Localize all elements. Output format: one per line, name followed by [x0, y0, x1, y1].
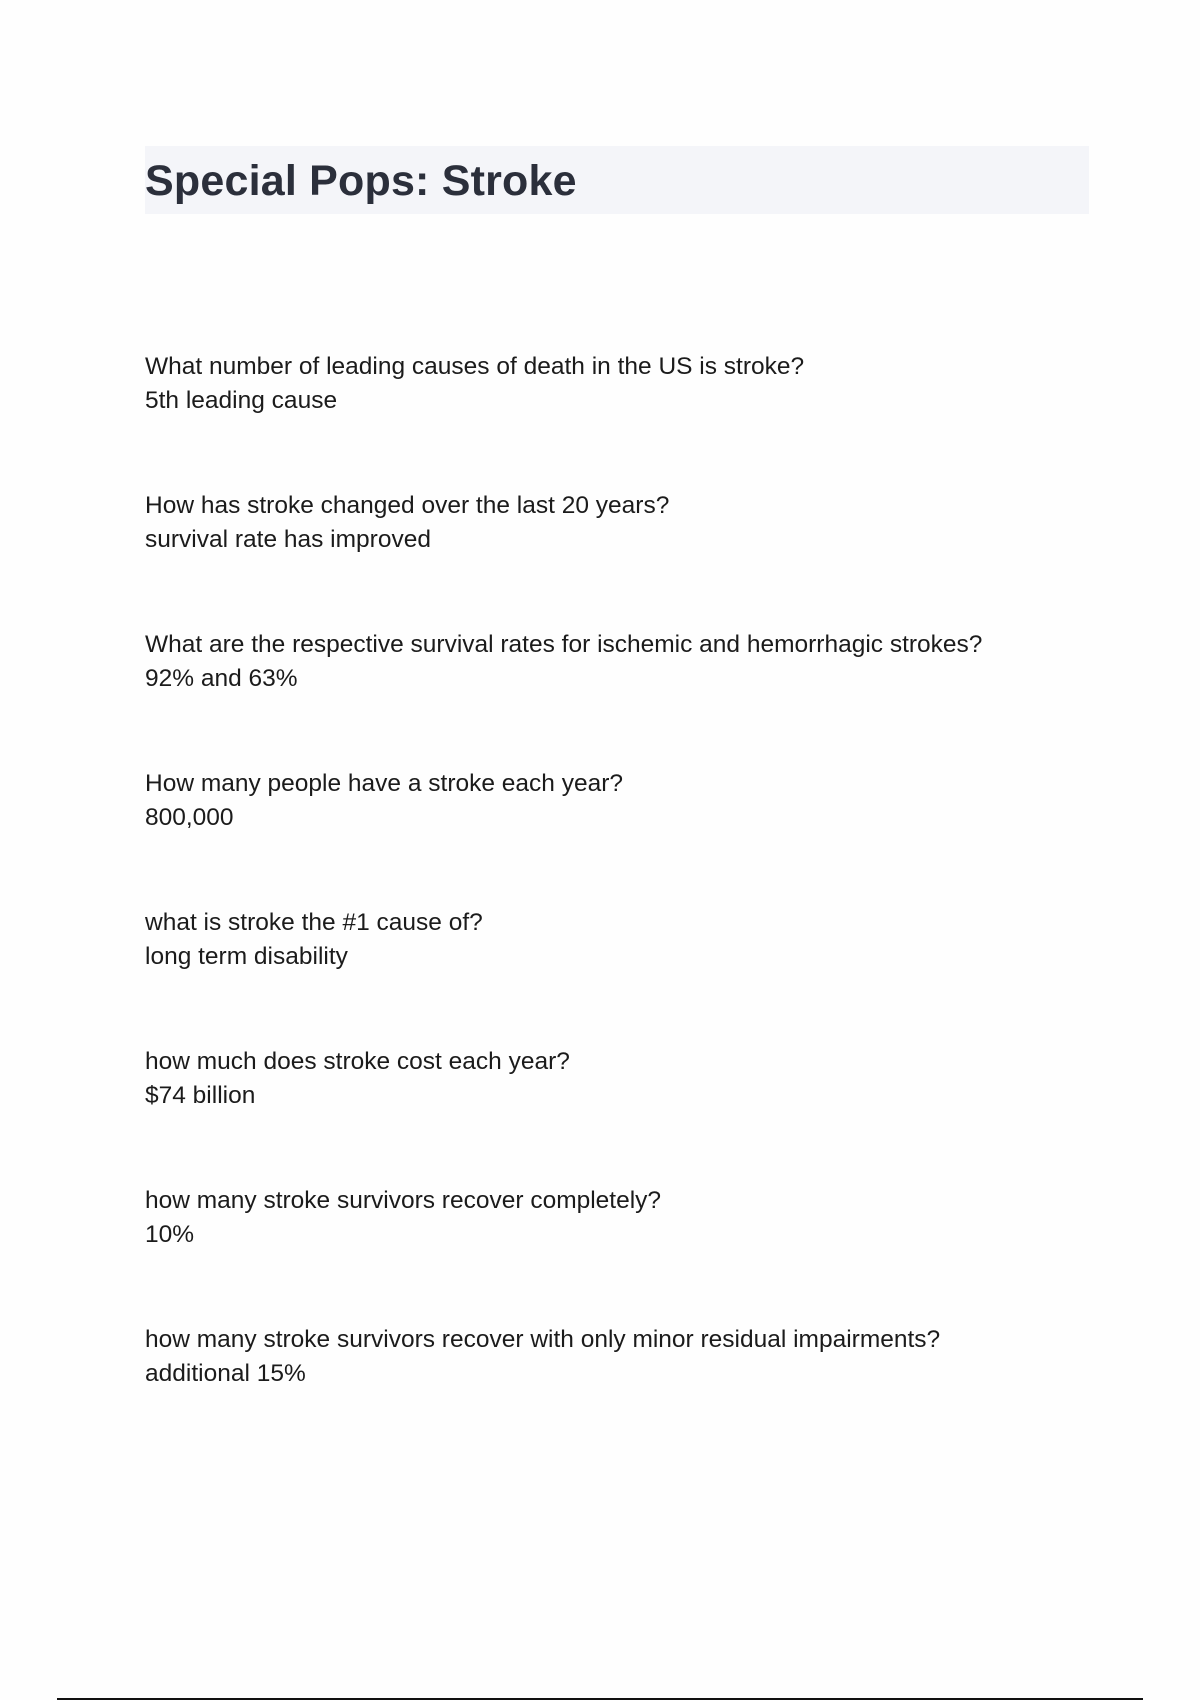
flashcard: [145, 906, 1105, 1045]
flashcard-question: What number of leading causes of death in the US is stroke?: [145, 353, 805, 380]
flashcard-answer: survival rate has improved: [145, 526, 431, 553]
page-title: Special Pops: Stroke: [145, 156, 577, 205]
flashcard-answer: 800,000: [145, 804, 234, 831]
flashcard: [145, 628, 1105, 767]
flashcard-answer: long term disability: [145, 943, 348, 970]
flashcard: [145, 350, 1105, 489]
flashcard-list: [145, 350, 1105, 1462]
flashcard-answer: additional 15%: [145, 1360, 306, 1387]
flashcard-answer: $74 billion: [145, 1082, 256, 1109]
flashcard: [145, 767, 1105, 906]
flashcard-question: what is stroke the #1 cause of?: [145, 909, 483, 936]
flashcard: [145, 1045, 1105, 1184]
flashcard-answer: 92% and 63%: [145, 665, 298, 692]
flashcard-question: how many stroke survivors recover with only minor residual impairments?: [145, 1326, 941, 1353]
flashcard-question: How has stroke changed over the last 20 years?: [145, 492, 670, 519]
title-banner: [145, 146, 1089, 214]
flashcard: [145, 1184, 1105, 1323]
flashcard-question: how much does stroke cost each year?: [145, 1048, 570, 1075]
flashcard-question: What are the respective survival rates for ischemic and hemorrhagic strokes?: [145, 631, 983, 658]
flashcard-question: How many people have a stroke each year?: [145, 770, 624, 797]
flashcard-question: how many stroke survivors recover completely?: [145, 1187, 662, 1214]
flashcard-answer: 5th leading cause: [145, 387, 338, 414]
flashcard: [145, 1323, 1105, 1462]
flashcard-answer: 10%: [145, 1221, 195, 1248]
flashcard: [145, 489, 1105, 628]
